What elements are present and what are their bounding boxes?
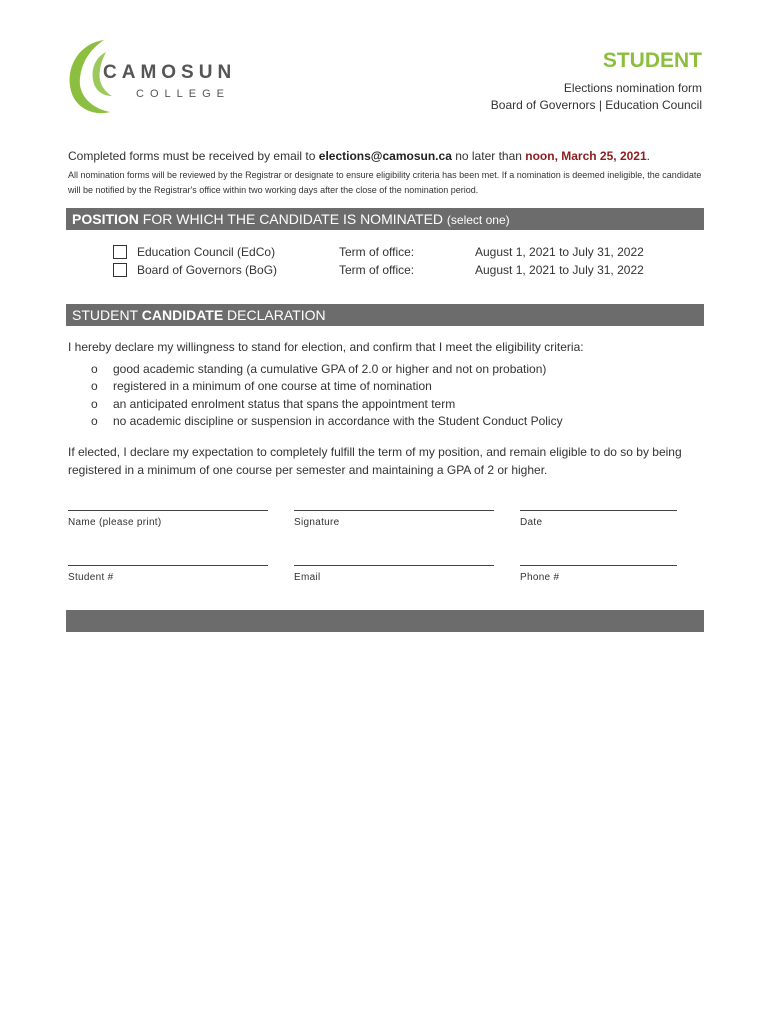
edco-checkbox[interactable] [113,245,127,259]
signature-label: Signature [294,517,340,528]
criteria-bullet: o [91,379,98,393]
form-bodies: Board of Governors | Education Council [490,98,702,112]
position-section-header: POSITION FOR WHICH THE CANDIDATE IS NOMINATED (select one) [66,208,704,230]
email-label: Email [294,572,321,583]
name-label: Name (please print) [68,517,162,528]
edco-term-label: Term of office: [339,245,415,259]
name-line[interactable] [68,510,268,511]
date-line[interactable] [520,510,677,511]
criteria-item: good academic standing (a cumulative GPA of 2.0 or higher and not on probation) [113,362,547,376]
criteria-bullet: o [91,362,98,376]
submission-instructions: Completed forms must be received by email to elections@camosun.ca no later than noon, March 25, 2021. [68,149,650,163]
criteria-item: an anticipated enrolment status that spans the appointment term [113,397,456,411]
bog-label: Board of Governors (BoG) [137,263,278,277]
criteria-item: no academic discipline or suspension in accordance with the Student Conduct Policy [113,414,563,428]
deadline: noon, March 25, 2021 [525,149,647,163]
criteria-bullet: o [91,397,98,411]
edco-label: Education Council (EdCo) [137,245,276,259]
declaration-statement: I hereby declare my willingness to stand for election, and confirm that I meet the eligibility criteria: [68,340,584,354]
logo-wordmark: CAMOSUN [103,62,237,83]
elected-statement: If elected, I declare my expectation to completely fulfill the term of my position, and remain eligible to do so by being registered in a minimum of one course per semester and maintaining a GPA of 2 or higher. [68,445,682,477]
criteria-bullet: o [91,414,98,428]
student-number-line[interactable] [68,565,268,566]
edco-term: August 1, 2021 to July 31, 2022 [475,245,644,259]
email-line[interactable] [294,565,494,566]
logo-subtitle: COLLEGE [136,88,230,100]
form-category-title: STUDENT [602,49,702,72]
phone-line[interactable] [520,565,677,566]
bog-checkbox[interactable] [113,263,127,277]
review-note: All nomination forms will be reviewed by the Registrar or designate to ensure eligibility criteria has been met. If a nomination is deemed ineligible, the candidate will be notified by the Registrar's office within two working days after the close of the nomination period. [68,170,702,195]
bog-term-label: Term of office: [339,263,415,277]
elections-email[interactable]: elections@camosun.ca [318,149,452,163]
date-label: Date [520,517,543,528]
bog-term: August 1, 2021 to July 31, 2022 [475,263,644,277]
signature-line[interactable] [294,510,494,511]
form-name: Elections nomination form [563,81,702,95]
declaration-section-header: STUDENT CANDIDATE DECLARATION [66,304,704,326]
student-number-label: Student # [68,572,114,583]
criteria-item: registered in a minimum of one course at time of nomination [113,379,432,393]
footer-bar [66,610,704,632]
phone-label: Phone # [520,572,560,583]
